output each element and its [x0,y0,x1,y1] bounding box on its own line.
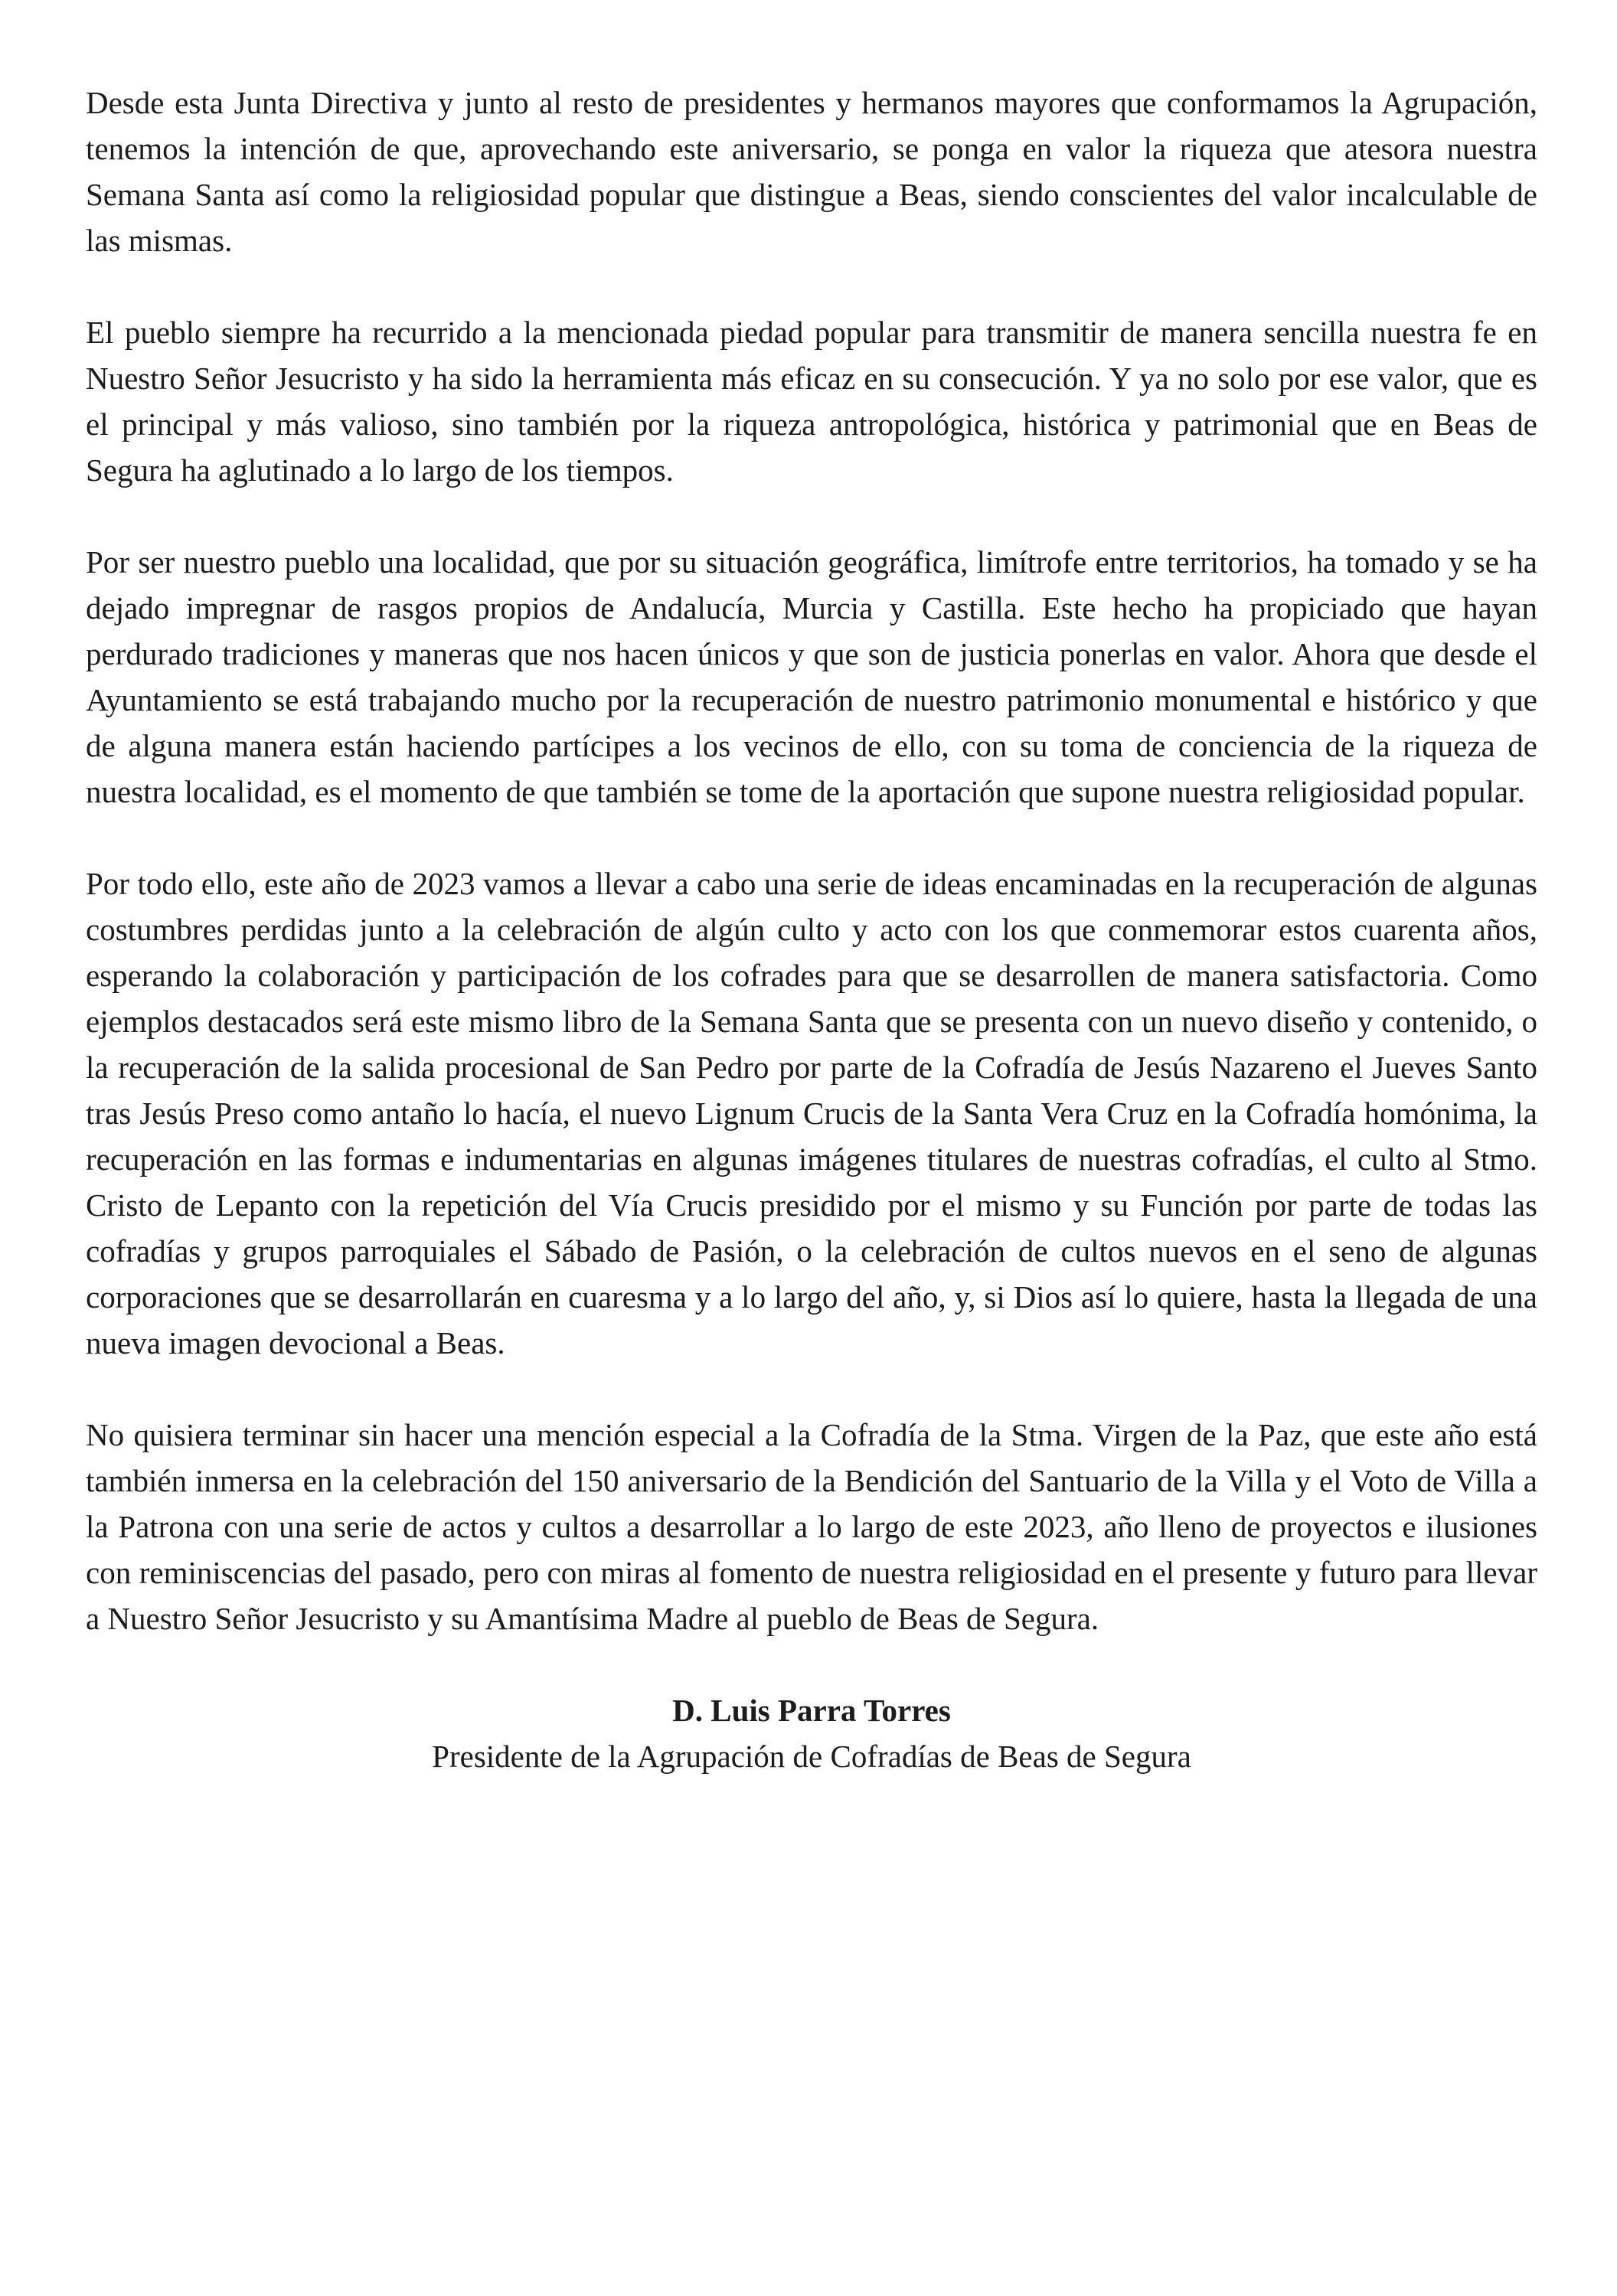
paragraph: Por todo ello, este año de 2023 vamos a llevar a cabo una serie de ideas encaminadas en la recuperación de algunas costumbres perdidas junto a la celebración de algún culto y acto con los que conmemorar estos cuarenta años, esperando la colaboración y participación de los cofrades para que se desarrollen de manera satisfactoria. Como ejemplos destacados será este mismo libro de la Semana Santa que se presenta con un nuevo diseño y contenido, o la recuperación de la salida procesional de San Pedro por parte de la Cofradía de Jesús Nazareno el Jueves Santo tras Jesús Preso como antaño lo hacía, el nuevo Lignum Crucis de la Santa Vera Cruz en la Cofradía homónima, la recuperación en las formas e indumentarias en algunas imágenes titulares de nuestras cofradías, el culto al Stmo. Cristo de Lepanto con la repetición del Vía Crucis presidido por el mismo y su Función por parte de todas las cofradías y grupos parroquiales el Sábado de Pasión, o la celebración de cultos nuevos en el seno de algunas corporaciones que se desarrollarán en cuaresma y a lo largo del año, y, si Dios así lo quiere, hasta la llegada de una nueva imagen devocional a Beas. [86,866,1537,1360]
document-page [86,80,1537,1779]
signature-block [86,1687,1537,1779]
signature-name: D. Luis Parra Torres [672,1693,951,1728]
paragraph: Desde esta Junta Directiva y junto al resto de presidentes y hermanos mayores que conformamos la Agrupación, tenemos la intención de que, aprovechando este aniversario, se ponga en valor la riqueza que atesora nuestra Semana Santa así como la religiosidad popular que distingue a Beas, siendo conscientes del valor incalculable de las mismas. [86,85,1537,258]
signature-role: Presidente de la Agrupación de Cofradías de Beas de Segura [432,1739,1191,1774]
paragraph: Por ser nuestro pueblo una localidad, que por su situación geográfica, limítrofe entre territorios, ha tomado y se ha dejado impregnar de rasgos propios de Andalucía, Murcia y Castilla. Este hecho ha propiciado que hayan perdurado tradiciones y maneras que nos hacen únicos y que son de justicia ponerlas en valor. Ahora que desde el Ayuntamiento se está trabajando mucho por la recuperación de nuestro patrimonio monumental e histórico y que de alguna manera están haciendo partícipes a los vecinos de ello, con su toma de conciencia de la riqueza de nuestra localidad, es el momento de que también se tome de la aportación que supone nuestra religiosidad popular. [86,544,1537,809]
paragraph: No quisiera terminar sin hacer una mención especial a la Cofradía de la Stma. Virgen de la Paz, que este año está también inmersa en la celebración del 150 aniversario de la Bendición del Santuario de la Villa y el Voto de Villa a la Patrona con una serie de actos y cultos a desarrollar a lo largo de este 2023, año lleno de proyectos e ilusiones con reminiscencias del pasado, pero con miras al fomento de nuestra religiosidad en el presente y futuro para llevar a Nuestro Señor Jesucristo y su Amantísima Madre al pueblo de Beas de Segura. [86,1417,1537,1636]
paragraph: El pueblo siempre ha recurrido a la mencionada piedad popular para transmitir de manera sencilla nuestra fe en Nuestro Señor Jesucristo y ha sido la herramienta más eficaz en su consecución. Y ya no solo por ese valor, que es el principal y más valioso, sino también por la riqueza antropológica, histórica y patrimonial que en Beas de Segura ha aglutinado a lo largo de los tiempos. [86,315,1537,488]
